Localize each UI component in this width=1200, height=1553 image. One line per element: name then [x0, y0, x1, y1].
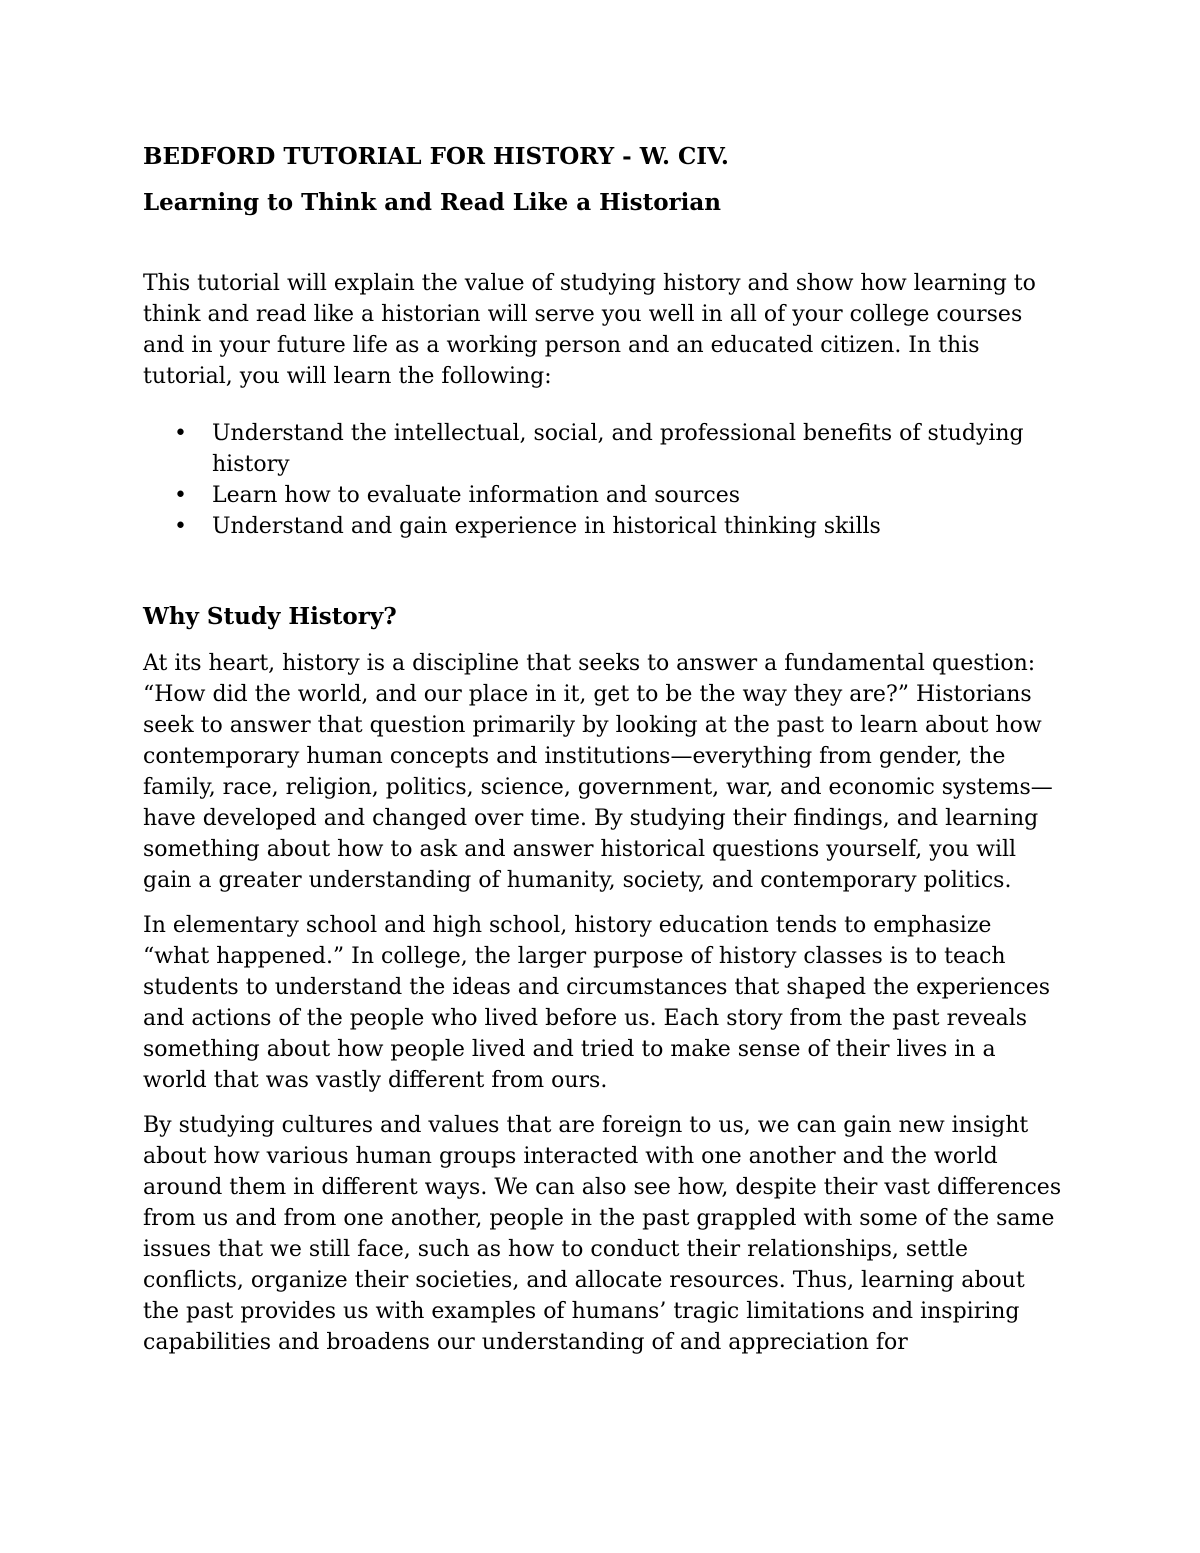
list-item: [143, 418, 1063, 480]
intro-paragraph: This tutorial will explain the value of studying history and show how learning to think and read like a historian will serve you well in all of your college courses and in your future life as a working person and an educated citizen. In this tutorial, you will learn the following:: [143, 271, 1036, 389]
body-paragraph: In elementary school and high school, history education tends to emphasize “what happened.” In college, the larger purpose of history classes is to teach students to understand the ideas and circumstances that shaped the experiences and actions of the people who lived before us. Each story from the past reveals something about how people lived and tried to make sense of their lives in a world that was vastly different from ours.: [143, 913, 1051, 1093]
bullet-icon: •: [174, 514, 187, 539]
list-item: [143, 480, 1063, 511]
list-item-text: Learn how to evaluate information and sources: [212, 483, 741, 508]
document-body: [143, 140, 1063, 1358]
body-paragraph: By studying cultures and values that are foreign to us, we can gain new insight about how various human groups interacted with one another and the world around them in different ways. We can also see how, despite their vast differences from us and from one another, people in the past grappled with some of the same issues that we still face, such as how to conduct their relationships, settle conflicts, organize their societies, and allocate resources. Thus, learning about the past provides us with examples of humans’ tragic limitations and inspiring capabilities and broadens our understanding of and appreciation for: [143, 1113, 1062, 1355]
bullet-icon: •: [174, 421, 187, 446]
section-heading: Why Study History?: [143, 603, 397, 630]
list-item-text: Understand the intellectual, social, and professional benefits of studying history: [212, 421, 1024, 477]
list-item: [143, 511, 1063, 542]
body-paragraph: At its heart, history is a discipline that seeks to answer a fundamental question: “How did the world, and our place in it, get to be the way they are?” Historians seek to answer that question primarily by looking at the past to learn about how contemporary human concepts and institutions—everything from gender, the family, race, religion, politics, science, government, war, and economic systems—have developed and changed over time. By studying their findings, and learning something about how to ask and answer historical questions yourself, you will gain a greater understanding of humanity, society, and contemporary politics.: [143, 651, 1053, 893]
list-item-text: Understand and gain experience in historical thinking skills: [212, 514, 881, 539]
document-title: BEDFORD TUTORIAL FOR HISTORY - W. CIV.: [143, 143, 729, 170]
learning-goals-list: [143, 418, 1063, 542]
bullet-icon: •: [174, 483, 187, 508]
document-subtitle: Learning to Think and Read Like a Historian: [143, 189, 722, 216]
